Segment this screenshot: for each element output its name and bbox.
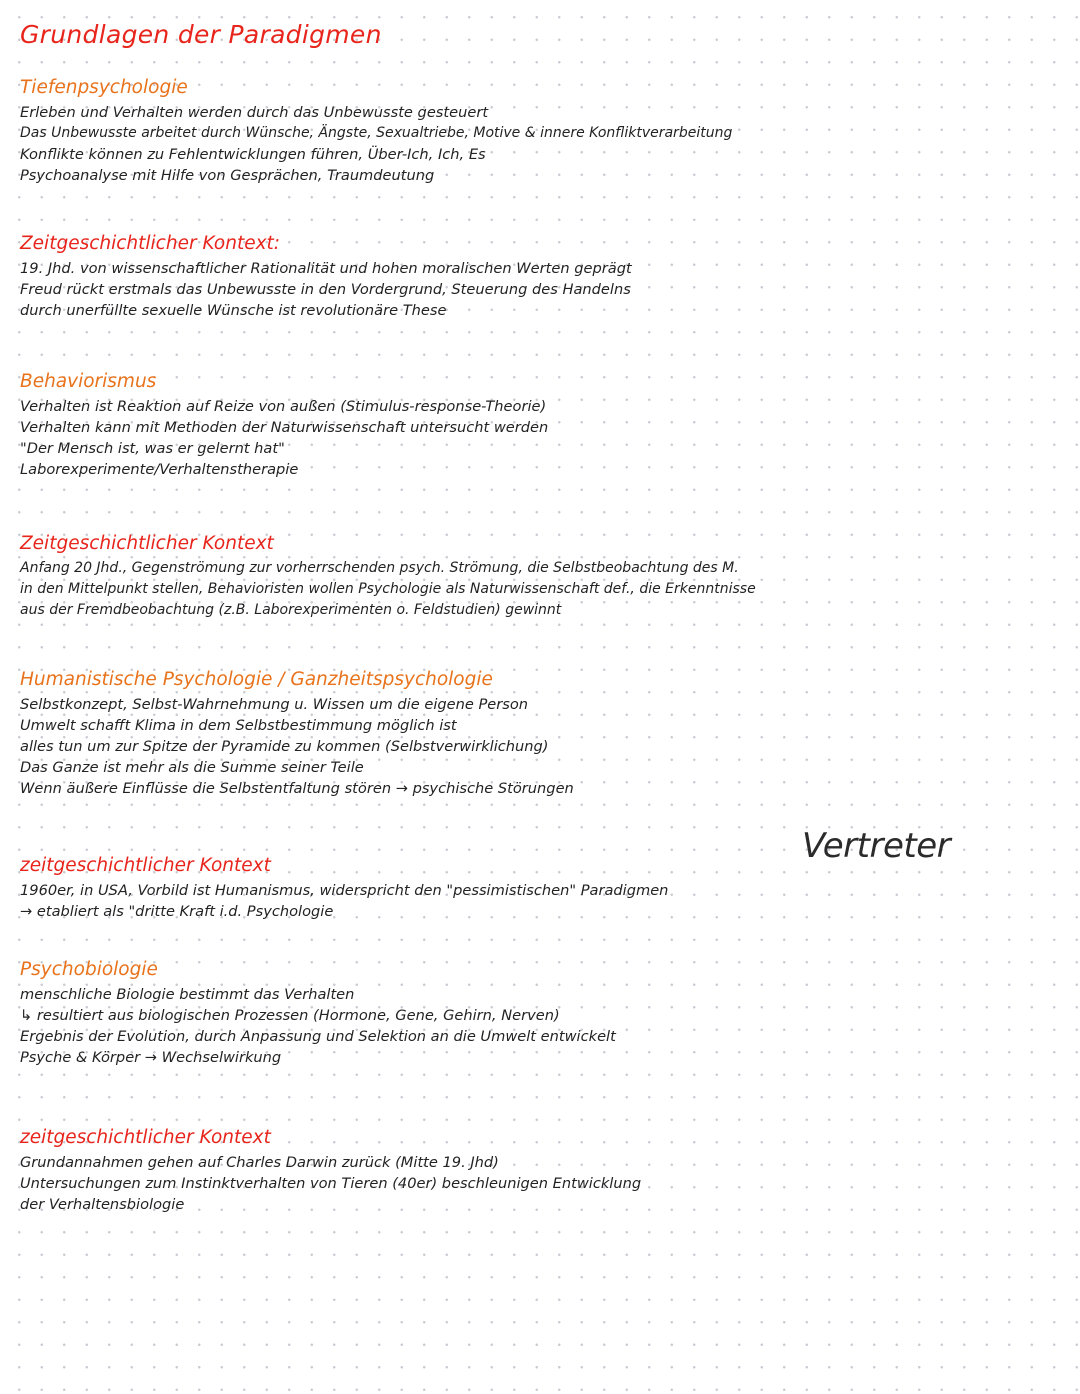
note-line: in den Mittelpunkt stellen, Behavioristen wollen Psychologie als Naturwissenschaft def., die Erkenntnisse <box>20 581 756 597</box>
note-line: Grundannahmen gehen auf Charles Darwin zurück (Mitte 19. Jhd) <box>20 1154 499 1171</box>
note-line: alles tun um zur Spitze der Pyramide zu kommen (Selbstverwirklichung) <box>20 738 549 755</box>
section-heading: zeitgeschichtlicher Kontext <box>20 1127 271 1148</box>
section-kontext-psychobiologie <box>20 1126 641 1215</box>
note-line: → etabliert als "dritte Kraft i.d. Psychologie <box>20 903 334 920</box>
section-behaviorismus <box>20 370 548 480</box>
note-line: Umwelt schafft Klima in dem Selbstbestimmung möglich ist <box>20 717 457 734</box>
note-line: Psyche & Körper → Wechselwirkung <box>20 1049 282 1066</box>
section-heading: Humanistische Psychologie / Ganzheitspsychologie <box>20 669 493 690</box>
section-kontext-behaviorismus <box>20 532 756 621</box>
note-line: menschliche Biologie bestimmt das Verhalten <box>20 986 355 1003</box>
section-heading: Zeitgeschichtlicher Kontext <box>20 533 274 554</box>
note-line: durch unerfüllte sexuelle Wünsche ist revolutionäre These <box>20 302 447 319</box>
section-heading: Behaviorismus <box>20 371 157 392</box>
note-line: ↳ resultiert aus biologischen Prozessen (Hormone, Gene, Gehirn, Nerven) <box>20 1007 560 1024</box>
section-heading: Zeitgeschichtlicher Kontext: <box>20 233 281 254</box>
note-line: Ergebnis der Evolution, durch Anpassung und Selektion an die Umwelt entwickelt <box>20 1028 616 1045</box>
note-line: Laborexperimente/Verhaltenstherapie <box>20 461 299 478</box>
note-line: Verhalten ist Reaktion auf Reize von außen (Stimulus-response-Theorie) <box>20 398 547 415</box>
section-heading: Tiefenpsychologie <box>20 77 188 98</box>
note-line: Das Unbewusste arbeitet durch Wünsche, Ängste, Sexualtriebe, Motive & innere Konfliktverarbeitung <box>20 125 733 141</box>
note-line: Untersuchungen zum Instinktverhalten von Tieren (40er) beschleunigen Entwicklung <box>20 1175 642 1192</box>
note-line: Selbstkonzept, Selbst-Wahrnehmung u. Wissen um die eigene Person <box>20 696 529 713</box>
note-line: Erleben und Verhalten werden durch das Unbewusste gesteuert <box>20 104 489 121</box>
page-title: Grundlagen der Paradigmen <box>20 20 382 49</box>
note-line: der Verhaltensbiologie <box>20 1196 185 1213</box>
section-heading: zeitgeschichtlicher Kontext <box>20 855 271 876</box>
note-line: Konflikte können zu Fehlentwicklungen führen, Über-Ich, Ich, Es <box>20 146 486 163</box>
note-line: "Der Mensch ist, was er gelernt hat" <box>20 440 285 457</box>
section-kontext-humanistisch <box>20 854 668 922</box>
section-humanistische-psychologie <box>20 668 574 799</box>
note-line: Psychoanalyse mit Hilfe von Gesprächen, Traumdeutung <box>20 167 435 184</box>
note-line: Anfang 20 Jhd., Gegenströmung zur vorherrschenden psych. Strömung, die Selbstbeobachtung des M. <box>20 560 739 576</box>
note-line: 1960er, in USA, Vorbild ist Humanismus, widerspricht den "pessimistischen" Paradigmen <box>20 882 669 899</box>
note-line: Freud rückt erstmals das Unbewusste in den Vordergrund, Steuerung des Handelns <box>20 281 631 298</box>
note-line: Das Ganze ist mehr als die Summe seiner Teile <box>20 759 364 776</box>
section-tiefenpsychologie <box>20 76 732 186</box>
note-line: aus der Fremdbeobachtung (z.B. Laborexperimenten o. Feldstudien) gewinnt <box>20 602 562 618</box>
vertreter-note: Vertreter <box>802 826 951 866</box>
notes-page <box>20 18 1060 1378</box>
note-line: Verhalten kann mit Methoden der Naturwissenschaft untersucht werden <box>20 419 549 436</box>
section-kontext-tiefenpsychologie <box>20 232 632 321</box>
note-line: Wenn äußere Einflüsse die Selbstentfaltung stören → psychische Störungen <box>20 780 574 797</box>
note-line: 19. Jhd. von wissenschaftlicher Rationalität und hohen moralischen Werten geprägt <box>20 260 632 277</box>
section-heading: Psychobiologie <box>20 959 158 980</box>
section-psychobiologie <box>20 958 616 1068</box>
